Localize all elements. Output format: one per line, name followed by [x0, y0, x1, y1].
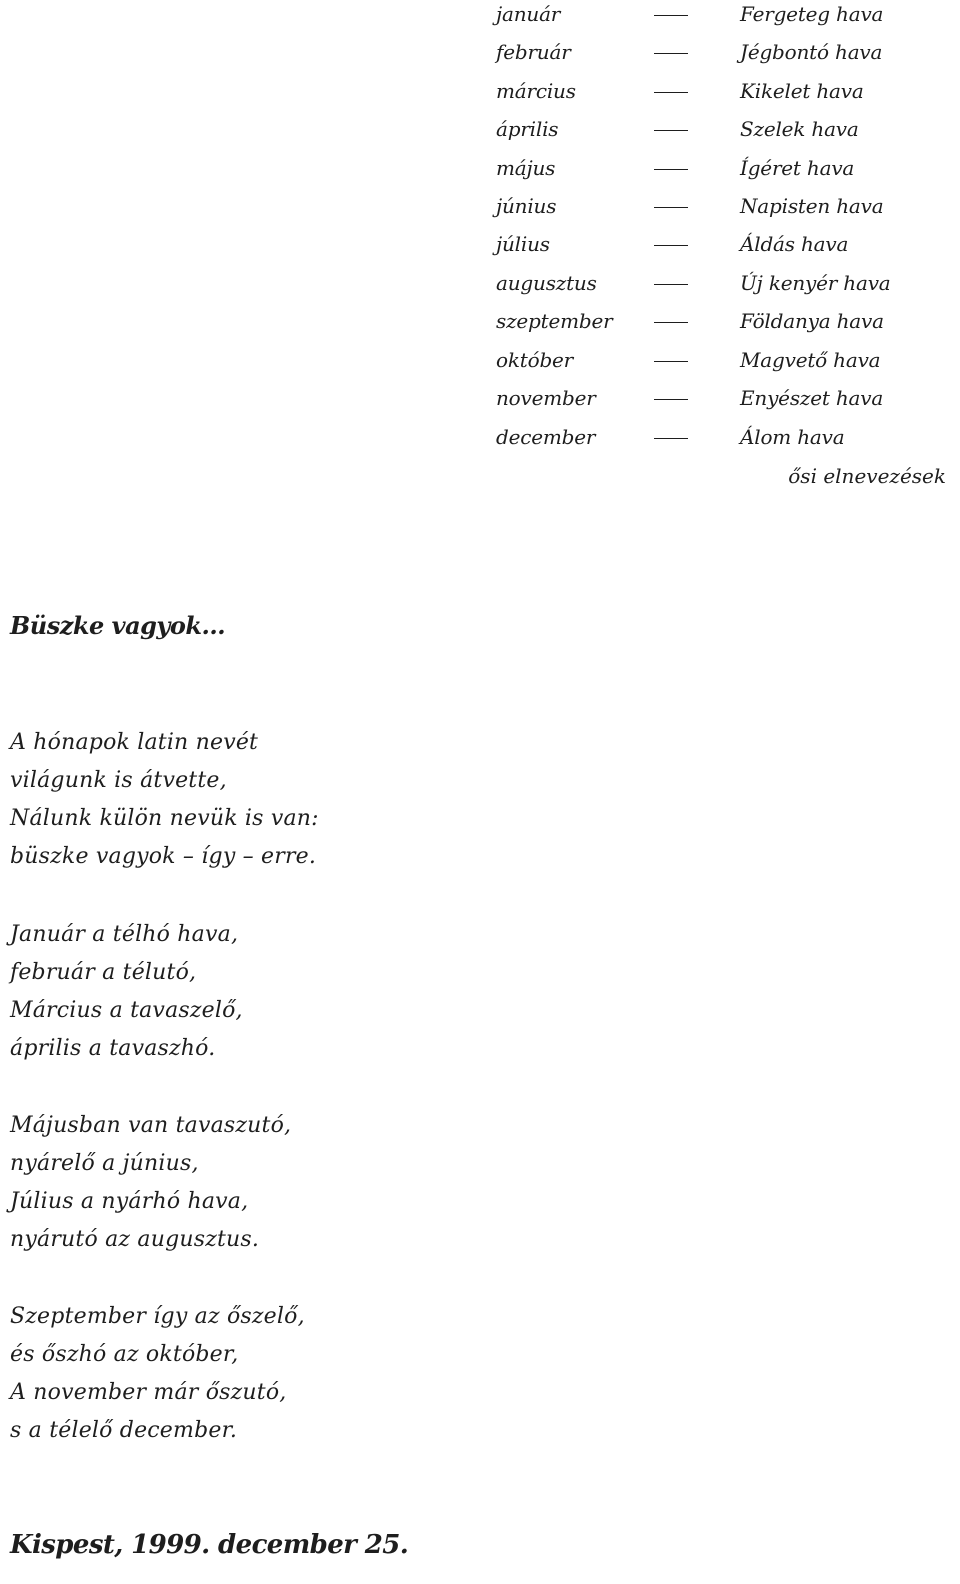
source-note: ősi elnevezések: [788, 464, 946, 488]
dash-separator: [654, 399, 688, 400]
old-month-name: Napisten hava: [740, 194, 884, 218]
poem-stanza: [10, 1107, 291, 1259]
latin-month-name: szeptember: [496, 309, 613, 333]
old-month-name: Enyészet hava: [740, 386, 884, 410]
poem-line: világunk is átvette,: [10, 768, 227, 793]
poem-line: nyárutó az augusztus.: [10, 1227, 260, 1252]
latin-month-name: július: [496, 232, 550, 256]
latin-month-name: március: [496, 79, 576, 103]
dash-separator: [654, 169, 688, 170]
dash-separator: [654, 15, 688, 16]
poem-line: és őszhó az október,: [10, 1342, 239, 1367]
month-row: [0, 307, 960, 345]
latin-month-name: április: [496, 117, 559, 141]
old-month-name: Új kenyér hava: [740, 271, 891, 295]
dash-separator: [654, 130, 688, 131]
month-row: [0, 115, 960, 153]
poem-stanza: [10, 916, 243, 1068]
poem-line: nyárelő a június,: [10, 1151, 199, 1176]
dash-separator: [654, 361, 688, 362]
month-row: [0, 423, 960, 461]
poem-line: Májusban van tavaszutó,: [10, 1113, 292, 1138]
poem-line: Január a télhó hava,: [10, 922, 239, 947]
poem-line: február a télutó,: [10, 960, 197, 985]
month-row: [0, 346, 960, 384]
poem-line: s a télelő december.: [10, 1418, 238, 1443]
dash-separator: [654, 245, 688, 246]
latin-month-name: augusztus: [496, 271, 597, 295]
poem-line: Március a tavaszelő,: [10, 998, 243, 1023]
poem-stanza: [10, 1298, 305, 1450]
old-month-name: Áldás hava: [740, 232, 849, 256]
dash-separator: [654, 284, 688, 285]
poem-stanza: [10, 724, 319, 876]
latin-month-name: október: [496, 348, 574, 372]
month-row: [0, 192, 960, 230]
month-row: [0, 154, 960, 192]
dash-separator: [654, 438, 688, 439]
month-row: [0, 384, 960, 422]
poem-title: Büszke vagyok...: [10, 611, 226, 640]
old-month-name: Álom hava: [740, 425, 845, 449]
latin-month-name: május: [496, 156, 556, 180]
poem-line: büszke vagyok – így – erre.: [10, 844, 317, 869]
poem-line: A hónapok latin nevét: [10, 730, 259, 755]
dash-separator: [654, 53, 688, 54]
poem-line: Július a nyárhó hava,: [10, 1189, 249, 1214]
dash-separator: [654, 92, 688, 93]
poem-line: Nálunk külön nevük is van:: [10, 806, 319, 831]
old-month-name: Kikelet hava: [740, 79, 864, 103]
poem-line: A november már őszutó,: [10, 1380, 287, 1405]
old-month-name: Fergeteg hava: [740, 2, 884, 26]
dash-separator: [654, 322, 688, 323]
signature-place-date: Kispest, 1999. december 25.: [10, 1530, 409, 1560]
latin-month-name: december: [496, 425, 596, 449]
latin-month-name: január: [496, 2, 561, 26]
latin-month-name: november: [496, 386, 596, 410]
old-month-name: Ígéret hava: [740, 156, 855, 180]
month-row: [0, 0, 960, 38]
month-row: [0, 230, 960, 268]
month-row: [0, 77, 960, 115]
poem-line: április a tavaszhó.: [10, 1036, 216, 1061]
old-month-name: Jégbontó hava: [740, 40, 883, 64]
poem-line: Szeptember így az őszelő,: [10, 1304, 305, 1329]
latin-month-name: június: [496, 194, 557, 218]
month-row: [0, 269, 960, 307]
month-names-table: [0, 0, 960, 500]
month-row: [0, 38, 960, 76]
old-month-name: Szelek hava: [740, 117, 859, 141]
latin-month-name: február: [496, 40, 571, 64]
old-month-name: Magvető hava: [740, 348, 881, 372]
old-month-name: Földanya hava: [740, 309, 884, 333]
dash-separator: [654, 207, 688, 208]
